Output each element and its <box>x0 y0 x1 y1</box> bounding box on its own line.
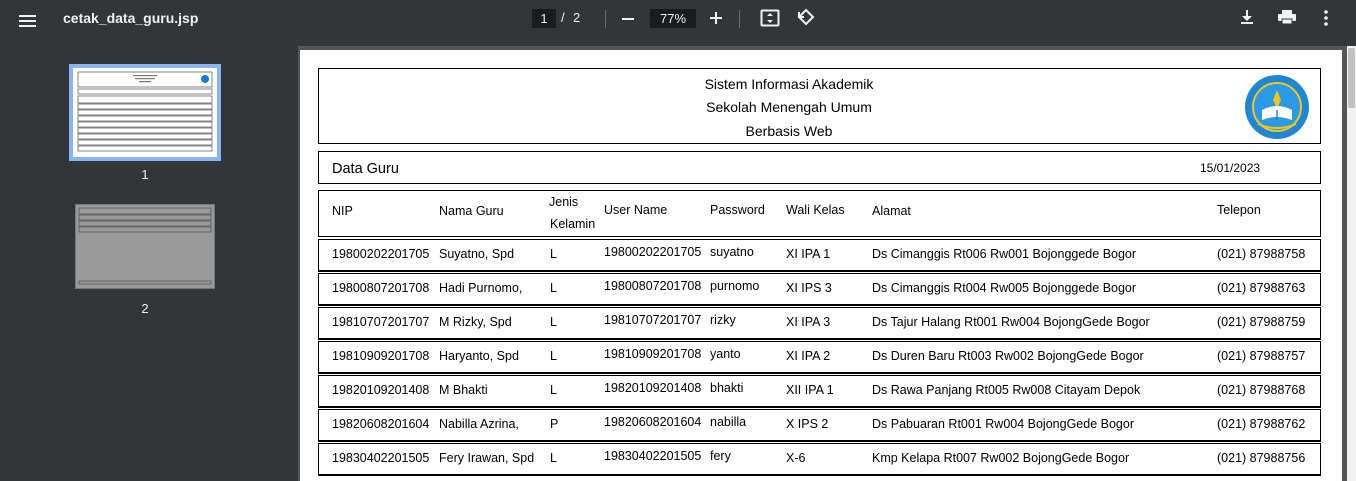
table-header <box>318 190 1321 237</box>
cell-nip: 19810909201708 <box>332 349 430 363</box>
report-date: 15/01/2023 <box>1200 161 1261 175</box>
download-button[interactable] <box>1238 8 1256 26</box>
toolbar-divider <box>739 10 740 28</box>
cell-wali-kelas: X-6 <box>786 451 806 465</box>
cell-wali-kelas: XI IPA 3 <box>786 315 831 329</box>
page-number-input[interactable]: 1 <box>532 9 556 28</box>
cell-telepon: (021) 87988756 <box>1217 451 1306 465</box>
cell-nama-guru: M Bhakti <box>439 383 488 397</box>
cell-alamat: Ds Pabuaran Rt001 Rw004 BojongGede Bogor <box>872 417 1134 431</box>
print-button[interactable] <box>1277 8 1297 26</box>
cell-password: bhakti <box>710 381 744 395</box>
cell-password: suyatno <box>710 245 754 259</box>
cell-alamat: Ds Cimanggis Rt004 Rw005 Bojonggede Bogor <box>872 281 1137 295</box>
pdf-page <box>300 50 1342 481</box>
cell-password: yanto <box>710 347 741 361</box>
cell-nama-guru: Hadi Purnomo, <box>439 281 523 295</box>
page-preview <box>73 68 217 157</box>
cell-telepon: (021) 87988757 <box>1217 349 1306 363</box>
cell-wali-kelas: X IPS 2 <box>786 417 829 431</box>
cell-nip: 19820608201604 <box>332 417 430 431</box>
cell-wali-kelas: XII IPA 1 <box>786 383 834 397</box>
cell-nama-guru: Fery Irawan, Spd <box>439 451 535 465</box>
cell-wali-kelas: XI IPA 2 <box>786 349 831 363</box>
cell-alamat: Ds Duren Baru Rt003 Rw002 BojongGede Bogor <box>872 349 1144 363</box>
cell-nip: 19810707201707 <box>332 315 430 329</box>
cell-user-name: 19810909201708 <box>604 347 702 361</box>
more-vert-icon <box>1318 8 1334 28</box>
cell-alamat: Ds Tajur Halang Rt001 Rw004 BojongGede Bogor <box>872 315 1150 329</box>
cell-user-name: 19820608201604 <box>604 415 702 429</box>
table-row <box>318 375 1321 408</box>
cell-nama-guru: M Rizky, Spd <box>439 315 512 329</box>
more-actions-button[interactable] <box>1318 8 1334 28</box>
cell-nama-guru: Suyatno, Spd <box>439 247 515 261</box>
cell-telepon: (021) 87988768 <box>1217 383 1306 397</box>
cell-wali-kelas: XI IPS 3 <box>786 281 832 295</box>
cell-jenis-kelamin: L <box>550 383 557 397</box>
cell-jenis-kelamin: L <box>550 451 557 465</box>
institution-line-1: Sistem Informasi Akademik <box>704 76 874 92</box>
cell-jenis-kelamin: L <box>550 315 557 329</box>
page-thumbnail-1[interactable] <box>69 64 221 161</box>
page-thumbnail-2[interactable] <box>75 204 215 289</box>
thumbnail-label: 1 <box>141 167 149 182</box>
cell-alamat: Kmp Kelapa Rt007 Rw002 BojongGede Bogor <box>872 451 1130 465</box>
table-row <box>318 341 1321 374</box>
page-preview <box>76 205 214 288</box>
cell-user-name: 19800807201708 <box>604 279 702 293</box>
vertical-scrollbar[interactable] <box>1347 46 1356 481</box>
cell-password: rizky <box>710 313 736 327</box>
table-row <box>318 307 1321 340</box>
column-nama-guru: Nama Guru <box>439 204 504 218</box>
fit-page-icon <box>760 8 780 28</box>
table-row <box>318 273 1321 306</box>
fit-page-button[interactable] <box>760 8 780 28</box>
cell-password: fery <box>710 449 731 463</box>
cell-password: purnomo <box>710 279 760 293</box>
cell-nip: 19830402201505 <box>332 451 430 465</box>
cell-jenis-kelamin: L <box>550 349 557 363</box>
cell-user-name: 19830402201505 <box>604 449 702 463</box>
table-row <box>318 239 1321 272</box>
scrollbar-thumb[interactable] <box>1348 48 1355 108</box>
institution-line-3: Berbasis Web <box>745 123 833 139</box>
cell-user-name: 19810707201707 <box>604 313 702 327</box>
rotate-icon <box>796 8 816 28</box>
cell-password: nabilla <box>710 415 747 429</box>
zoom-out-button[interactable] <box>619 10 637 28</box>
thumbnail-sidebar <box>0 46 298 481</box>
cell-user-name: 19820109201408 <box>604 381 702 395</box>
column-nip: NIP <box>332 204 353 218</box>
cell-jenis-kelamin: L <box>550 281 557 295</box>
report-header <box>318 68 1321 144</box>
zoom-level-input[interactable]: 77% <box>650 9 696 28</box>
page-total: 2 <box>573 10 581 25</box>
page-separator: / <box>561 10 565 25</box>
cell-telepon: (021) 87988759 <box>1217 315 1306 329</box>
cell-nama-guru: Haryanto, Spd <box>439 349 519 363</box>
cell-nip: 19800807201708 <box>332 281 430 295</box>
zoom-in-button[interactable] <box>707 9 725 27</box>
report-subheader <box>318 151 1321 184</box>
plus-icon <box>707 9 725 27</box>
document-viewer[interactable] <box>298 46 1347 481</box>
print-icon <box>1277 8 1297 26</box>
cell-alamat: Ds Rawa Panjang Rt005 Rw008 Citayam Depok <box>872 383 1141 397</box>
column-password: Password <box>710 203 765 217</box>
cell-nip: 19800202201705 <box>332 247 430 261</box>
menu-icon[interactable] <box>18 10 40 32</box>
cell-telepon: (021) 87988758 <box>1217 247 1306 261</box>
column-wali-kelas: Wali Kelas <box>786 203 845 217</box>
cell-jenis-kelamin: L <box>550 247 557 261</box>
column-jenis-kelamin-2: Kelamin <box>550 217 596 231</box>
rotate-button[interactable] <box>796 8 816 28</box>
column-jenis-kelamin-1: Jenis <box>549 195 579 209</box>
download-icon <box>1238 8 1256 26</box>
cell-telepon: (021) 87988762 <box>1217 417 1306 431</box>
school-logo <box>1244 74 1310 140</box>
cell-alamat: Ds Cimanggis Rt006 Rw001 Bojonggede Bogor <box>872 247 1137 261</box>
cell-jenis-kelamin: P <box>550 417 559 431</box>
pdf-toolbar <box>0 0 1356 46</box>
cell-user-name: 19800202201705 <box>604 245 702 259</box>
table-row <box>318 409 1321 442</box>
cell-nama-guru: Nabilla Azrina, <box>439 417 519 431</box>
cell-telepon: (021) 87988763 <box>1217 281 1306 295</box>
thumbnail-label: 2 <box>141 301 149 316</box>
institution-line-2: Sekolah Menengah Umum <box>706 99 872 115</box>
cell-wali-kelas: XI IPA 1 <box>786 247 831 261</box>
minus-icon <box>619 10 637 28</box>
document-title: cetak_data_guru.jsp <box>63 10 199 26</box>
column-telepon: Telepon <box>1217 203 1261 217</box>
report-title: Data Guru <box>332 161 399 177</box>
column-user-name: User Name <box>604 203 668 217</box>
toolbar-divider <box>605 10 606 28</box>
cell-nip: 19820109201408 <box>332 383 430 397</box>
column-alamat: Alamat <box>872 204 911 218</box>
table-row <box>318 443 1321 476</box>
